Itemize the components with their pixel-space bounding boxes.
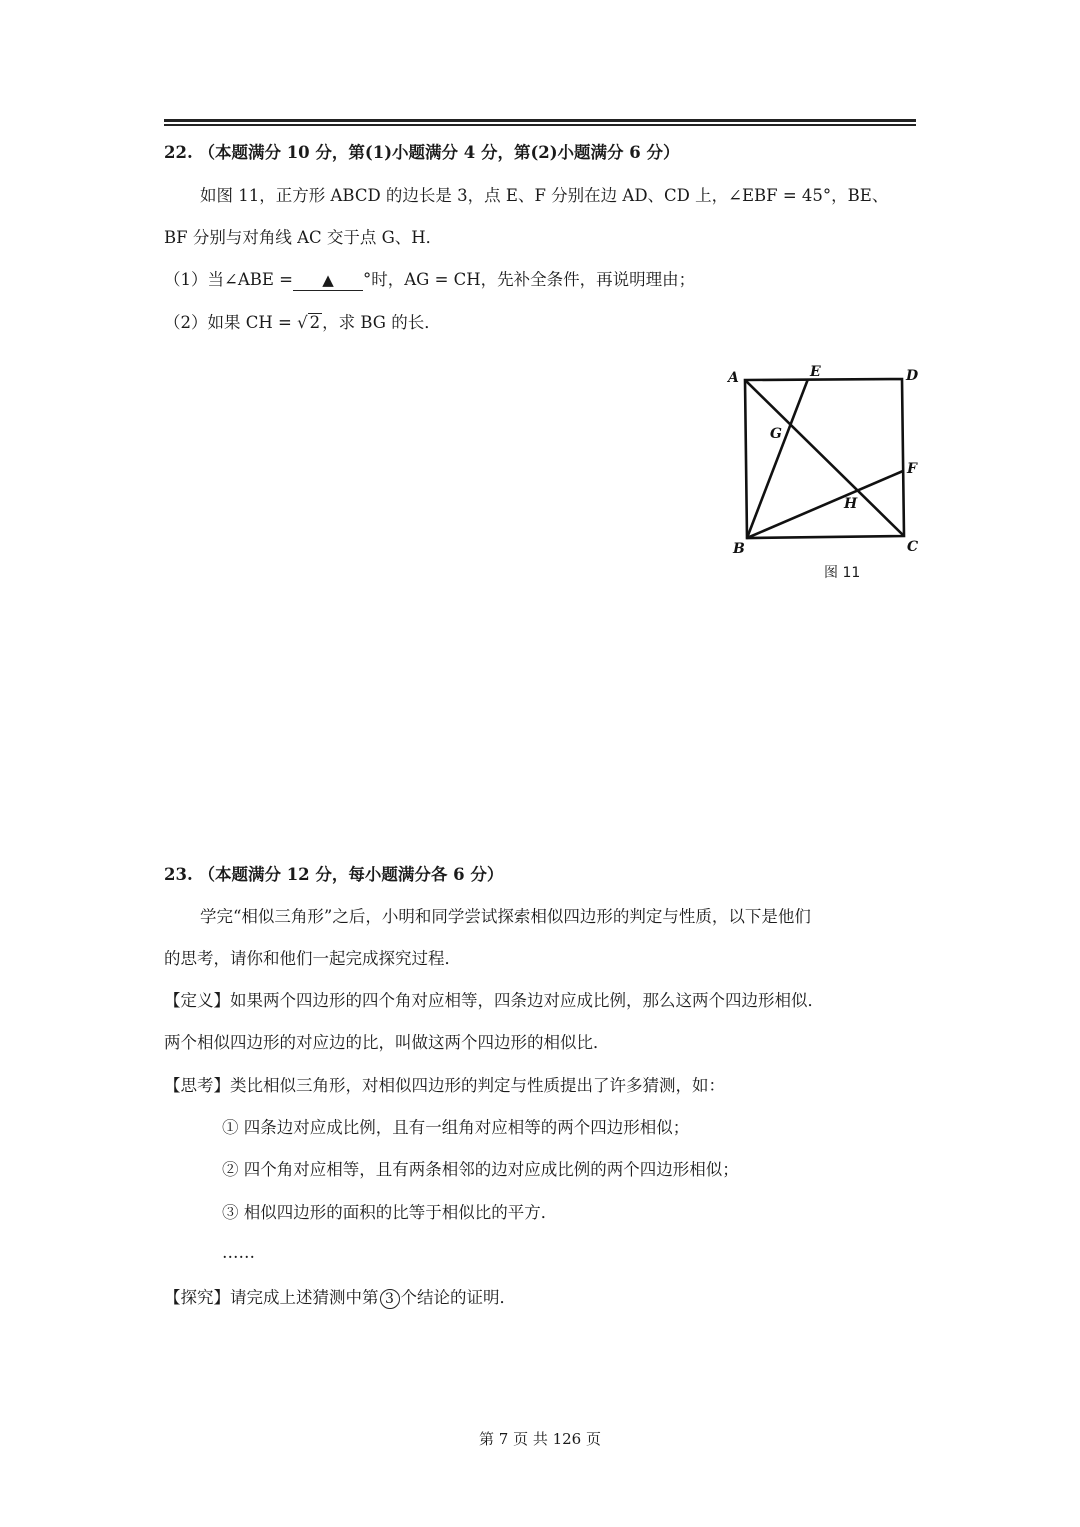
q22-stem-line2: BF 分别与对角线 AC 交于点 G、H． [164,228,443,247]
page-footer: 第 7 页 共 126 页 [478,1430,601,1448]
q22-part2 [164,311,441,335]
q23-conjecture-2: ② 四个角对应相等，且有两条相邻的边对应成比例的两个四边形相似； [222,1160,739,1179]
q22-part2-after: ，求 BG 的长． [322,313,441,332]
q23-header: 23. （本题满分 12 分，每小题满分各 6 分） [164,865,504,884]
figure-11-square-diagram [720,358,930,558]
q22-part2-before: （2）如果 CH = [164,313,298,332]
q23-definition-line2: 两个相似四边形的对应边的比，叫做这两个四边形的相似比． [164,1033,610,1052]
label-a: A [728,370,739,386]
q23-ellipsis: …… [222,1243,255,1262]
q23-explore [164,1286,516,1310]
diagonal-ac [745,380,904,536]
segment-bf [747,471,903,538]
q22-part1-before: （1）当∠ABE = [164,270,293,289]
q22-stem-line1: 如图 11，正方形 ABCD 的边长是 3，点 E、F 分别在边 AD、CD 上，∠EBF = 45°，BE、 [200,186,889,205]
q23-explore-after: 个结论的证明． [400,1288,516,1307]
label-h: H [844,496,858,512]
q23-thinking: 【思考】类比相似三角形，对相似四边形的判定与性质提出了许多猜测，如： [164,1076,725,1095]
label-f: F [907,461,917,477]
sqrt-symbol: √ [297,313,308,332]
header-rule-thin [164,124,916,126]
sqrt-radicand: 2 [309,313,321,332]
header-rule-thick [164,119,916,122]
q23-explore-before: 【探究】请完成上述猜测中第 [164,1288,379,1307]
figure-caption: 图 11 [824,565,861,581]
segment-be [747,379,808,538]
q22-part1-after: °时，AG = CH，先补全条件，再说明理由； [362,270,696,289]
q23-definition-line1: 【定义】如果两个四边形的四个角对应相等，四条边对应成比例，那么这两个四边形相似． [164,991,824,1010]
answer-blank [293,270,363,291]
label-g: G [770,426,782,442]
q23-intro-line1: 学完“相似三角形”之后，小明和同学尝试探索相似四边形的判定与性质，以下是他们 [200,907,811,926]
label-d: D [906,368,919,384]
q23-conjecture-1: ① 四条边对应成比例，且有一组角对应相等的两个四边形相似； [222,1118,690,1137]
q23-conjecture-3: ③ 相似四边形的面积的比等于相似比的平方． [222,1203,558,1222]
q23-intro-line2: 的思考，请你和他们一起完成探究过程． [164,949,461,968]
q22-part1 [164,268,695,292]
label-b: B [733,541,745,557]
triangle-marker: ▲ [322,271,334,289]
circled-number-3: 3 [380,1289,400,1309]
label-e: E [810,364,821,380]
q22-header: 22. （本题满分 10 分，第(1)小题满分 4 分，第(2)小题满分 6 分） [164,143,680,162]
label-c: C [907,539,919,555]
